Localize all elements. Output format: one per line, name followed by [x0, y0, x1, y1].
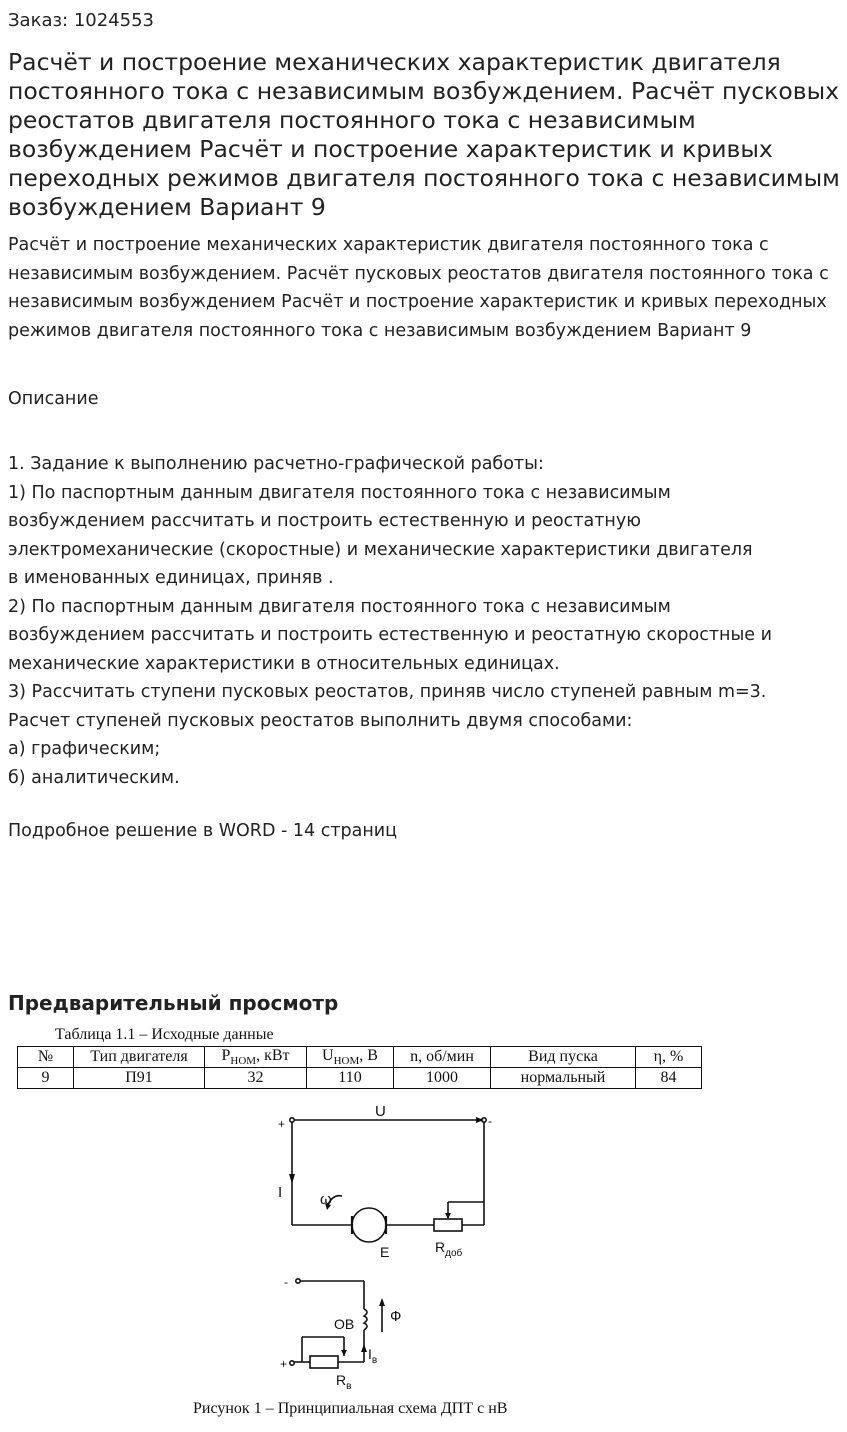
dc-motor-schematic — [270, 1104, 510, 1396]
field-resistor-label: $R_в$ — [336, 1372, 352, 1392]
description-line: возбуждением рассчитать и построить естественную и реостатную скоростные и — [8, 625, 773, 645]
solution-note: Подробное решение в WORD - 14 страниц — [8, 821, 398, 841]
description-line: а) графическим; — [8, 739, 161, 759]
figure-caption: Рисунок 1 – Принципиальная схема ДПТ с нВ — [193, 1400, 508, 1417]
header-speed: n, об/мин — [394, 1047, 491, 1068]
description-line: возбуждением рассчитать и построить естественную и реостатную — [8, 511, 641, 531]
description-line: электромеханические (скоростные) и механические характеристики двигателя — [8, 539, 753, 560]
table-row — [18, 1068, 702, 1089]
header-efficiency: η, % — [636, 1047, 702, 1068]
header-number: № — [18, 1047, 74, 1068]
field-resistor-icon — [310, 1356, 338, 1368]
voltage-label: U — [375, 1104, 386, 1120]
omega-label: ω — [320, 1191, 332, 1208]
order-number: Заказ: 1024553 — [8, 10, 154, 31]
source-data-table — [17, 1046, 702, 1089]
minus-terminal-label: - — [488, 1114, 492, 1128]
page-subtitle: Расчёт и построение механических характеристик двигателя постоянного тока с независимым возбуждением. Расчёт пусковых реостатов двигателя постоянного тока с независимым возбуждением Расчёт и построение характеристик и кривых переходных режимов двигателя постоянного тока с независимым возбуждением Вариант 9 — [8, 235, 829, 341]
description-line: 2) По паспортным данным двигателя постоянного тока с независимым — [8, 596, 671, 617]
cell-motor-type: П91 — [74, 1068, 205, 1089]
added-resistor-icon — [434, 1202, 484, 1231]
cell-power: 32 — [205, 1068, 307, 1089]
header-start-type: Вид пуска — [491, 1047, 636, 1068]
motor-armature-icon — [325, 1196, 386, 1242]
field-winding-label: ОВ — [334, 1316, 355, 1332]
cell-number: 9 — [18, 1068, 74, 1089]
description-line: механические характеристики в относительных единицах. — [8, 653, 560, 674]
emf-label: E — [380, 1244, 390, 1260]
preview-heading: Предварительный просмотр — [8, 991, 339, 1015]
description-line: 1) По паспортным данным двигателя постоянного тока с независимым — [8, 482, 671, 503]
table-header-row — [18, 1047, 702, 1068]
cell-voltage: 110 — [307, 1068, 394, 1089]
header-motor-type: Тип двигателя — [74, 1047, 205, 1068]
added-resistor-label: $R_{доб}$ — [435, 1239, 463, 1259]
header-voltage: $U_{НОМ}$, В — [307, 1047, 394, 1068]
field-plus-label: + — [280, 1357, 288, 1371]
page-title: Расчёт и построение механических характеристик двигателя постоянного тока с независимым возбуждением. Расчёт пусковых реостатов двигателя постоянного тока с независимым возбуждением Расчёт и построение характеристик и кривых переходных режимов двигателя постоянного тока с независимым возбуждением Вариант 9 — [8, 48, 840, 221]
cell-start-type: нормальный — [491, 1068, 636, 1089]
field-minus-label: - — [284, 1275, 288, 1289]
table-caption: Таблица 1.1 – Исходные данные — [55, 1026, 274, 1043]
description-line: 3) Рассчитать ступени пусковых реостатов, приняв число ступеней равным m=3. — [8, 682, 767, 702]
description-line: 1. Задание к выполнению расчетно-графической работы: — [8, 454, 544, 474]
cell-efficiency: 84 — [636, 1068, 702, 1089]
cell-speed: 1000 — [394, 1068, 491, 1089]
description-body — [8, 450, 843, 792]
supply-line — [290, 1117, 486, 1123]
description-line: Расчет ступеней пусковых реостатов выполнить двумя способами: — [8, 710, 633, 731]
plus-terminal-label: + — [278, 1117, 286, 1131]
header-power: $P_{НОМ}$, кВт — [205, 1047, 307, 1068]
description-heading: Описание — [8, 389, 99, 409]
armature-circuit — [289, 1122, 484, 1225]
field-current-label: $I_в$ — [368, 1346, 378, 1366]
flux-label: Ф — [390, 1308, 402, 1325]
description-line: б) аналитическим. — [8, 767, 180, 788]
current-label: I — [278, 1184, 283, 1201]
description-line: в именованных единицах, приняв . — [8, 568, 334, 588]
